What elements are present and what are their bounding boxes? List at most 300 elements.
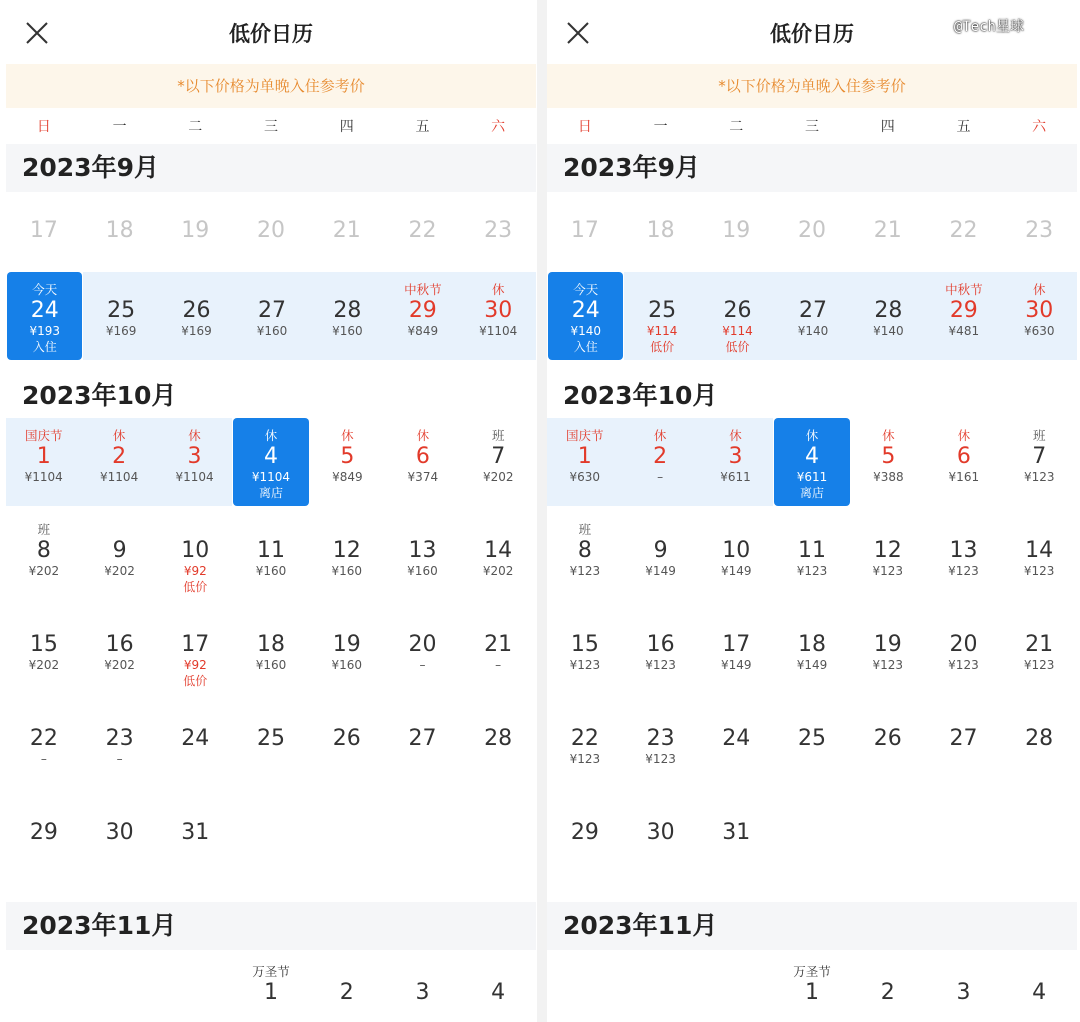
day-price: ¥149 xyxy=(645,564,676,578)
date-cell-30[interactable] xyxy=(623,794,699,902)
date-cell-8[interactable] xyxy=(6,512,82,606)
day-price: ¥630 xyxy=(1023,324,1055,338)
day-number: 3 xyxy=(956,980,971,1005)
day-price: ¥160 xyxy=(331,658,362,672)
date-cell-19[interactable] xyxy=(698,192,774,272)
date-cell-31[interactable] xyxy=(698,794,774,902)
date-cell-25[interactable] xyxy=(624,272,699,360)
day-number: 17 xyxy=(722,632,751,657)
day-tag: 休 xyxy=(491,282,505,297)
weekday-fri: 五 xyxy=(415,119,430,135)
day-tag-spacer xyxy=(82,804,158,820)
date-cell-4[interactable] xyxy=(1001,950,1077,1010)
date-cell-29[interactable] xyxy=(6,794,82,902)
date-cell-3[interactable] xyxy=(385,950,461,1010)
day-tag-spacer xyxy=(460,616,536,632)
day-tag-spacer xyxy=(547,616,623,632)
day-tag-spacer xyxy=(547,804,623,820)
day-price: ¥160 xyxy=(256,324,288,338)
calendar-week xyxy=(547,272,1077,366)
calendar-week xyxy=(6,418,536,512)
day-price: ¥140 xyxy=(797,324,829,338)
empty-cell xyxy=(6,950,82,1010)
day-number: 2 xyxy=(653,444,668,469)
day-tag: 国庆节 xyxy=(24,428,63,443)
day-price: ¥169 xyxy=(105,324,137,338)
date-cell-19[interactable] xyxy=(850,606,926,700)
date-cell-21[interactable] xyxy=(850,192,926,272)
day-price: ¥611 xyxy=(720,470,751,484)
day-price: ¥149 xyxy=(721,564,752,578)
day-number: 7 xyxy=(491,444,506,469)
date-cell-13[interactable] xyxy=(926,512,1002,606)
day-number: 18 xyxy=(646,218,675,243)
day-price: ¥160 xyxy=(332,324,363,338)
weekday-header xyxy=(6,108,536,144)
day-tag-spacer xyxy=(385,522,461,538)
date-cell-24[interactable] xyxy=(548,272,623,360)
date-cell-6[interactable] xyxy=(926,418,1001,506)
date-cell-1[interactable] xyxy=(547,418,622,506)
day-tag-spacer xyxy=(82,522,158,538)
weekday-header xyxy=(547,108,1077,144)
day-price: ¥123 xyxy=(645,752,676,766)
day-price: – xyxy=(495,658,502,672)
date-cell-20[interactable] xyxy=(774,192,850,272)
weekday-mon: 一 xyxy=(112,119,127,135)
date-cell-26[interactable] xyxy=(700,272,775,360)
day-price: ¥160 xyxy=(331,564,362,578)
day-number: 11 xyxy=(257,538,286,563)
day-price: ¥202 xyxy=(28,658,60,672)
day-number: 2 xyxy=(880,980,895,1005)
date-cell-30[interactable] xyxy=(1002,272,1077,360)
weekday-tue: 二 xyxy=(729,119,744,135)
day-price: ¥123 xyxy=(872,564,903,578)
date-cell-2[interactable] xyxy=(622,418,697,506)
date-cell-21[interactable] xyxy=(309,192,385,272)
date-cell-2[interactable] xyxy=(81,418,156,506)
day-tag-spacer xyxy=(698,804,774,820)
day-tag-spacer xyxy=(1001,964,1077,980)
day-number: 22 xyxy=(570,726,599,751)
empty-cell xyxy=(460,794,536,902)
date-cell-21[interactable] xyxy=(1001,606,1077,700)
month-header-oct: 2023年10月 xyxy=(6,366,536,418)
day-price: ¥92 xyxy=(183,564,207,578)
date-cell-24[interactable] xyxy=(698,700,774,794)
date-cell-24[interactable] xyxy=(7,272,82,360)
calendar-week xyxy=(6,606,536,700)
day-tag-spacer xyxy=(157,616,233,632)
date-cell-11[interactable] xyxy=(774,512,850,606)
day-tag-spacer xyxy=(309,964,385,980)
day-price: ¥149 xyxy=(796,658,828,672)
date-cell-20[interactable] xyxy=(233,192,309,272)
day-price: ¥1104 xyxy=(24,470,63,484)
date-cell-19[interactable] xyxy=(157,192,233,272)
page-title: 低价日历 xyxy=(770,22,854,46)
date-cell-9[interactable] xyxy=(623,512,699,606)
day-tag-spacer xyxy=(698,710,774,726)
day-number: 13 xyxy=(949,538,978,563)
day-number: 21 xyxy=(484,632,513,657)
price-notice: *以下价格为单晚入住参考价 xyxy=(547,64,1077,108)
day-tag: 万圣节 xyxy=(252,964,290,979)
day-number: 19 xyxy=(873,632,902,657)
date-cell-18[interactable] xyxy=(82,192,158,272)
date-cell-3[interactable] xyxy=(698,418,773,506)
date-cell-10[interactable] xyxy=(157,512,233,606)
day-tag: 休 xyxy=(882,428,895,443)
empty-cell xyxy=(82,950,158,1010)
day-tag-spacer xyxy=(157,710,233,726)
date-cell-7[interactable] xyxy=(461,418,536,506)
day-tag-spacer xyxy=(233,710,309,726)
day-tag-spacer xyxy=(157,522,233,538)
date-cell-13[interactable] xyxy=(385,512,461,606)
day-number: 22 xyxy=(949,218,978,243)
date-cell-2[interactable] xyxy=(850,950,926,1010)
day-price: ¥202 xyxy=(104,658,135,672)
day-number: 9 xyxy=(112,538,127,563)
date-cell-12[interactable] xyxy=(850,512,926,606)
date-cell-26[interactable] xyxy=(309,700,385,794)
day-number: 5 xyxy=(340,444,355,469)
date-cell-26[interactable] xyxy=(159,272,234,360)
weekday-sun: 日 xyxy=(577,119,592,135)
weekday-sat: 六 xyxy=(1032,119,1047,135)
day-number: 4 xyxy=(804,444,819,469)
date-cell-28[interactable] xyxy=(310,272,385,360)
day-price: ¥123 xyxy=(796,564,828,578)
date-cell-22[interactable] xyxy=(926,192,1002,272)
date-cell-15[interactable] xyxy=(6,606,82,700)
empty-cell xyxy=(547,950,623,1010)
day-tag-spacer xyxy=(547,710,623,726)
day-tag-spacer xyxy=(774,710,850,726)
day-tag-spacer xyxy=(623,804,699,820)
weekday-tue: 二 xyxy=(188,119,203,135)
date-cell-5[interactable] xyxy=(310,418,385,506)
low-price-label: 低价 xyxy=(725,340,750,354)
day-price: – xyxy=(419,658,426,672)
day-number: 18 xyxy=(105,218,134,243)
date-cell-31[interactable] xyxy=(157,794,233,902)
date-cell-17[interactable] xyxy=(157,606,233,700)
date-cell-24[interactable] xyxy=(157,700,233,794)
checkout-label: 离店 xyxy=(258,486,283,500)
day-price: ¥123 xyxy=(645,658,676,672)
date-cell-18[interactable] xyxy=(233,606,309,700)
date-cell-23[interactable] xyxy=(82,700,158,794)
calendar-week xyxy=(6,794,536,902)
day-tag-spacer xyxy=(926,522,1002,538)
date-cell-4[interactable] xyxy=(774,418,849,506)
day-price: ¥123 xyxy=(872,658,903,672)
date-cell-22[interactable] xyxy=(547,700,623,794)
date-cell-30[interactable] xyxy=(461,272,536,360)
date-cell-7[interactable] xyxy=(1002,418,1077,506)
date-cell-30[interactable] xyxy=(82,794,158,902)
day-tag-spacer xyxy=(309,710,385,726)
date-cell-28[interactable] xyxy=(1001,700,1077,794)
day-tag-spacer xyxy=(623,616,699,632)
day-price: ¥160 xyxy=(255,564,287,578)
day-number: 19 xyxy=(722,218,751,243)
day-price: ¥123 xyxy=(1023,564,1055,578)
day-number: 25 xyxy=(648,298,677,323)
weekday-sun: 日 xyxy=(36,119,51,135)
day-tag: 休 xyxy=(729,428,742,443)
day-number: 3 xyxy=(415,980,430,1005)
price-notice: *以下价格为单晚入住参考价 xyxy=(6,64,536,108)
day-tag-spacer xyxy=(233,522,309,538)
date-cell-14[interactable] xyxy=(1001,512,1077,606)
date-cell-11[interactable] xyxy=(233,512,309,606)
date-cell-1[interactable] xyxy=(6,418,81,506)
day-price: ¥140 xyxy=(570,324,601,338)
day-tag-spacer xyxy=(623,522,699,538)
date-cell-23[interactable] xyxy=(623,700,699,794)
day-number: 1 xyxy=(36,444,51,469)
month-header-nov: 2023年11月 xyxy=(547,902,1077,950)
date-cell-25[interactable] xyxy=(83,272,158,360)
date-cell-17[interactable] xyxy=(6,192,82,272)
day-number: 22 xyxy=(29,726,58,751)
month-header-oct: 2023年10月 xyxy=(547,366,1077,418)
calendar-week xyxy=(6,512,536,606)
day-number: 12 xyxy=(332,538,361,563)
day-tag-spacer xyxy=(234,282,309,298)
day-tag-spacer xyxy=(6,710,82,726)
weekday-sat: 六 xyxy=(491,119,506,135)
day-price: ¥161 xyxy=(948,470,980,484)
day-tag: 休 xyxy=(188,428,201,443)
day-tag: 班 xyxy=(37,522,51,537)
date-cell-28[interactable] xyxy=(460,700,536,794)
day-number: 24 xyxy=(571,298,600,323)
day-tag: 万圣节 xyxy=(793,964,831,979)
date-cell-18[interactable] xyxy=(623,192,699,272)
day-tag: 休 xyxy=(957,428,971,443)
date-cell-26[interactable] xyxy=(850,700,926,794)
date-cell-1[interactable] xyxy=(233,950,309,1010)
day-number: 19 xyxy=(181,218,210,243)
day-price: ¥1104 xyxy=(479,324,518,338)
day-number: 29 xyxy=(949,298,978,323)
day-number: 16 xyxy=(105,632,134,657)
date-cell-28[interactable] xyxy=(851,272,926,360)
day-tag: 休 xyxy=(805,428,819,443)
day-number: 14 xyxy=(484,538,513,563)
day-number: 25 xyxy=(798,726,827,751)
weekday-thu: 四 xyxy=(339,119,354,135)
day-number: 23 xyxy=(105,726,134,751)
day-number: 14 xyxy=(1025,538,1054,563)
date-cell-25[interactable] xyxy=(774,700,850,794)
day-number: 17 xyxy=(570,218,599,243)
day-price: ¥160 xyxy=(407,564,438,578)
day-number: 28 xyxy=(874,298,903,323)
empty-cell xyxy=(309,794,385,902)
day-tag-spacer xyxy=(6,804,82,820)
weekday-thu: 四 xyxy=(880,119,895,135)
day-number: 16 xyxy=(646,632,675,657)
low-price-label: 低价 xyxy=(183,580,208,594)
day-price: ¥193 xyxy=(29,324,60,338)
empty-cell xyxy=(850,794,926,902)
day-number: 6 xyxy=(956,444,971,469)
day-tag-spacer xyxy=(309,616,385,632)
date-cell-10[interactable] xyxy=(698,512,774,606)
day-number: 4 xyxy=(491,980,506,1005)
calendar-week xyxy=(6,272,536,366)
day-price: ¥481 xyxy=(948,324,980,338)
calendar-week xyxy=(547,418,1077,512)
date-cell-21[interactable] xyxy=(460,606,536,700)
day-number: 17 xyxy=(181,632,210,657)
date-cell-25[interactable] xyxy=(233,700,309,794)
month-header-sep: 2023年9月 xyxy=(547,144,1077,192)
day-number: 8 xyxy=(36,538,51,563)
day-tag: 休 xyxy=(653,428,667,443)
month-header-sep: 2023年9月 xyxy=(6,144,536,192)
day-number: 31 xyxy=(722,820,751,845)
calendar-week xyxy=(547,606,1077,700)
day-tag: 班 xyxy=(578,522,592,537)
date-cell-4[interactable] xyxy=(233,418,308,506)
day-number: 18 xyxy=(798,632,827,657)
day-number: 28 xyxy=(333,298,362,323)
date-cell-17[interactable] xyxy=(698,606,774,700)
day-tag-spacer xyxy=(159,282,234,298)
day-number: 4 xyxy=(1032,980,1047,1005)
date-cell-3[interactable] xyxy=(926,950,1002,1010)
day-tag-spacer xyxy=(851,282,926,298)
day-number: 20 xyxy=(408,632,437,657)
day-number: 29 xyxy=(570,820,599,845)
calendar-week xyxy=(6,950,536,1010)
date-cell-9[interactable] xyxy=(82,512,158,606)
day-number: 24 xyxy=(722,726,751,751)
day-number: 23 xyxy=(646,726,675,751)
day-number: 11 xyxy=(798,538,827,563)
day-number: 30 xyxy=(1025,298,1054,323)
panel-divider xyxy=(537,0,547,1022)
day-number: 23 xyxy=(1025,218,1054,243)
date-cell-23[interactable] xyxy=(1001,192,1077,272)
empty-cell xyxy=(157,950,233,1010)
date-cell-22[interactable] xyxy=(385,192,461,272)
day-number: 26 xyxy=(332,726,361,751)
day-number: 12 xyxy=(873,538,902,563)
day-tag-spacer xyxy=(774,616,850,632)
day-number: 28 xyxy=(1025,726,1054,751)
day-number: 29 xyxy=(408,298,437,323)
date-cell-20[interactable] xyxy=(385,606,461,700)
day-tag-spacer xyxy=(233,616,309,632)
date-cell-8[interactable] xyxy=(547,512,623,606)
date-cell-29[interactable] xyxy=(385,272,460,360)
day-number: 10 xyxy=(722,538,751,563)
day-tag-spacer xyxy=(926,710,1002,726)
day-tag-spacer xyxy=(385,964,461,980)
day-price: – xyxy=(40,752,47,766)
date-cell-27[interactable] xyxy=(775,272,850,360)
date-cell-16[interactable] xyxy=(82,606,158,700)
date-cell-14[interactable] xyxy=(460,512,536,606)
date-cell-17[interactable] xyxy=(547,192,623,272)
date-cell-19[interactable] xyxy=(309,606,385,700)
date-cell-15[interactable] xyxy=(547,606,623,700)
watermark: @Tech星球 xyxy=(953,19,1024,35)
date-cell-3[interactable] xyxy=(157,418,232,506)
day-tag-spacer xyxy=(926,964,1002,980)
checkout-label: 离店 xyxy=(799,486,824,500)
date-cell-23[interactable] xyxy=(460,192,536,272)
date-cell-5[interactable] xyxy=(851,418,926,506)
day-price: ¥202 xyxy=(28,564,60,578)
date-cell-6[interactable] xyxy=(385,418,460,506)
day-number: 19 xyxy=(332,632,361,657)
day-number: 7 xyxy=(1032,444,1047,469)
day-tag: 国庆节 xyxy=(565,428,604,443)
date-cell-18[interactable] xyxy=(774,606,850,700)
day-number: 20 xyxy=(949,632,978,657)
day-number: 24 xyxy=(181,726,210,751)
day-tag-spacer xyxy=(82,616,158,632)
date-cell-27[interactable] xyxy=(234,272,309,360)
day-tag-spacer xyxy=(460,522,536,538)
day-tag-spacer xyxy=(460,964,536,980)
date-cell-4[interactable] xyxy=(460,950,536,1010)
day-number: 15 xyxy=(570,632,599,657)
day-number: 3 xyxy=(728,444,743,469)
day-price: ¥123 xyxy=(1023,658,1055,672)
date-cell-1[interactable] xyxy=(774,950,850,1010)
day-tag-spacer xyxy=(624,282,699,298)
date-cell-20[interactable] xyxy=(926,606,1002,700)
day-price: ¥160 xyxy=(255,658,287,672)
checkin-label: 入住 xyxy=(573,340,598,354)
date-cell-16[interactable] xyxy=(623,606,699,700)
day-tag-spacer xyxy=(850,616,926,632)
date-cell-29[interactable] xyxy=(547,794,623,902)
day-price: ¥1104 xyxy=(251,470,291,484)
day-number: 30 xyxy=(646,820,675,845)
day-price: ¥202 xyxy=(482,470,514,484)
day-tag-spacer xyxy=(309,522,385,538)
day-number: 30 xyxy=(105,820,134,845)
date-cell-29[interactable] xyxy=(926,272,1001,360)
date-cell-22[interactable] xyxy=(6,700,82,794)
date-cell-2[interactable] xyxy=(309,950,385,1010)
date-cell-12[interactable] xyxy=(309,512,385,606)
day-price: – xyxy=(657,470,664,484)
day-tag-spacer xyxy=(385,710,461,726)
date-cell-27[interactable] xyxy=(385,700,461,794)
day-tag-spacer xyxy=(385,616,461,632)
day-price: – xyxy=(116,752,123,766)
day-number: 10 xyxy=(181,538,210,563)
day-price: ¥149 xyxy=(721,658,752,672)
day-number: 3 xyxy=(187,444,202,469)
day-number: 17 xyxy=(29,218,58,243)
day-tag: 休 xyxy=(264,428,278,443)
date-cell-27[interactable] xyxy=(926,700,1002,794)
day-number: 26 xyxy=(723,298,752,323)
